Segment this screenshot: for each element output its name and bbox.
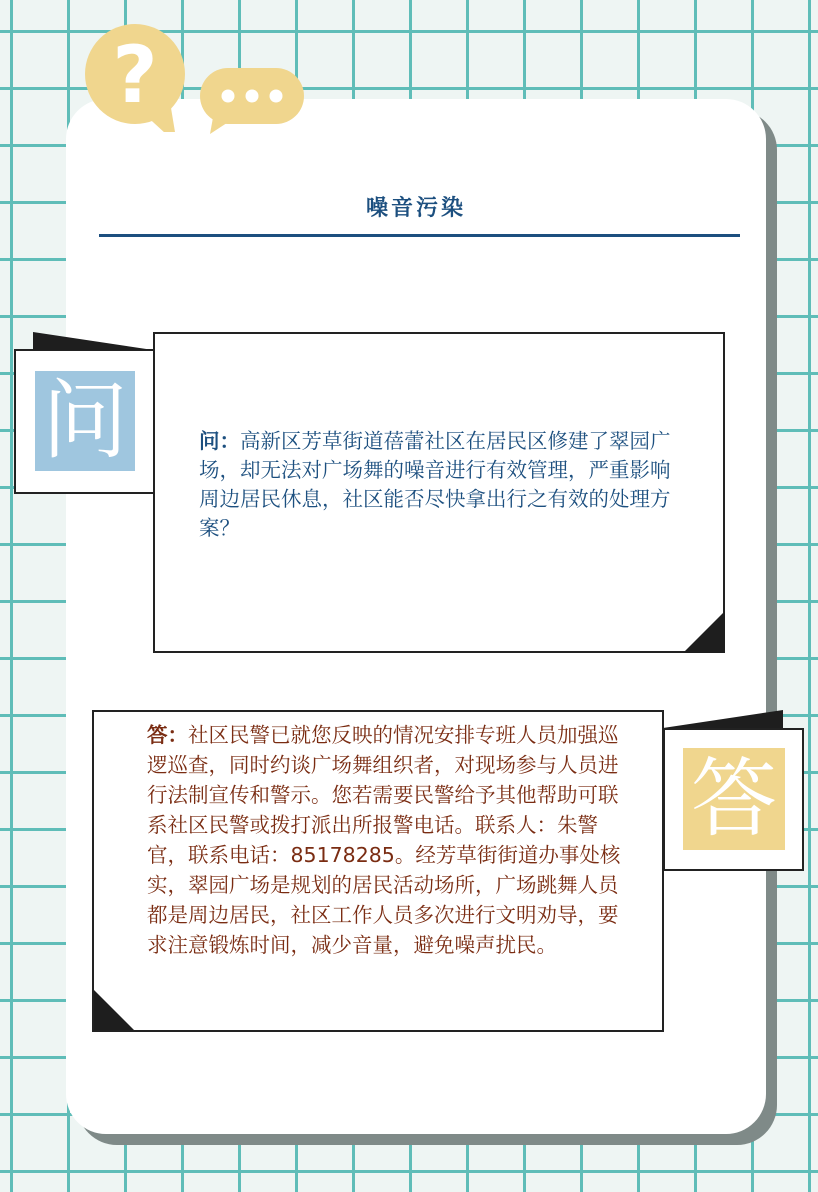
page-fold-corner bbox=[683, 611, 725, 653]
question-tab-fold bbox=[33, 332, 153, 350]
question-body: 高新区芳草街道蓓蕾社区在居民区修建了翠园广场，却无法对广场舞的噪音进行有效管理，严重影响周边居民休息，社区能否尽快拿出行之有效的处理方案？ bbox=[199, 429, 671, 540]
title-divider bbox=[99, 234, 740, 237]
ellipsis-bubble-icon bbox=[196, 62, 306, 142]
question-mark-bubble-icon bbox=[82, 22, 192, 132]
svg-text:?: ? bbox=[112, 31, 158, 121]
question-badge: 问 bbox=[35, 371, 135, 471]
answer-text bbox=[147, 720, 627, 960]
answer-body: 社区民警已就您反映的情况安排专班人员加强巡逻巡查，同时约谈广场舞组织者，对现场参与人员进行法制宣传和警示。您若需要民警给予其他帮助可联系社区民警或拨打派出所报警电话。联系人：朱警官，联系电话：85178285。经芳草街街道办事处核实，翠园广场是规划的居民活动场所，广场跳舞人员都是周边居民，社区工作人员多次进行文明劝导，要求注意锻炼时间，减少音量，避免噪声扰民。 bbox=[147, 723, 621, 957]
answer-label: 答： bbox=[147, 723, 188, 747]
question-text bbox=[199, 427, 679, 543]
answer-tab-fold bbox=[663, 710, 783, 728]
answer-badge: 答 bbox=[683, 748, 785, 850]
page-fold-corner bbox=[94, 990, 134, 1030]
page-title: 噪音污染 bbox=[365, 196, 466, 221]
question-label: 问： bbox=[199, 429, 240, 453]
